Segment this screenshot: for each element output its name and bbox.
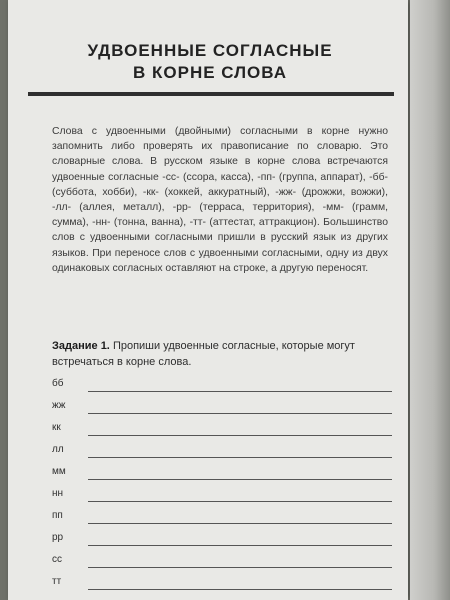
row-label: мм [52, 466, 66, 477]
writing-row [52, 552, 392, 574]
writing-row [52, 486, 392, 508]
workbook-page [8, 0, 408, 600]
row-line [88, 501, 392, 502]
row-label: жж [52, 400, 66, 411]
writing-row [52, 464, 392, 486]
row-line [88, 457, 392, 458]
page-title [34, 40, 386, 84]
title-divider [28, 92, 394, 96]
row-line [88, 545, 392, 546]
writing-row [52, 574, 392, 596]
row-line [88, 391, 392, 392]
row-label: тт [52, 576, 62, 587]
row-label: пп [52, 510, 63, 521]
book-spine [410, 0, 450, 600]
title-line-1: УДВОЕННЫЕ СОГЛАСНЫЕ [87, 41, 333, 60]
row-label: сс [52, 554, 62, 565]
row-label: бб [52, 378, 64, 389]
writing-lines [52, 376, 392, 596]
row-label: нн [52, 488, 64, 499]
writing-row [52, 530, 392, 552]
title-line-2: В КОРНЕ СЛОВА [133, 63, 287, 82]
writing-row [52, 508, 392, 530]
row-label: кк [52, 422, 61, 433]
writing-row [52, 398, 392, 420]
task-text: Пропиши удвоенные согласные, которые могут встречаться в корне слова. [52, 340, 355, 368]
row-line [88, 479, 392, 480]
row-line [88, 567, 392, 568]
row-line [88, 523, 392, 524]
task-block [52, 338, 388, 370]
row-line [88, 589, 392, 590]
writing-row [52, 442, 392, 464]
writing-row [52, 376, 392, 398]
row-line [88, 435, 392, 436]
row-label: рр [52, 532, 64, 543]
task-label: Задание 1. [52, 340, 110, 352]
rule-paragraph: Слова с удвоенными (двойными) согласными в корне нужно запомнить либо проверять их правописание по словарю. Это словарные слова. В русском языке в корне слова встречаются удвоенные согласные -сс- (ссора, касса), -пп- (группа, аппарат), -бб- (суббота, хобби), -кк- (хоккей, аккуратный), -жж- (дрожжи, вожжи), -лл- (аллея, металл), -рр- (терраса, территория), -мм- (грамм, сумма), -нн- (тонна, ванна), -тт- (аттестат, аттракцион). Большинство слов с удвоенными согласными пришли в русский язык из других языков. При переносе слов с удвоенными согласными, одну из двух одинаковых согласных оставляют на строке, а другую переносят. [52, 126, 388, 274]
row-line [88, 413, 392, 414]
writing-row [52, 420, 392, 442]
row-label: лл [52, 444, 64, 455]
